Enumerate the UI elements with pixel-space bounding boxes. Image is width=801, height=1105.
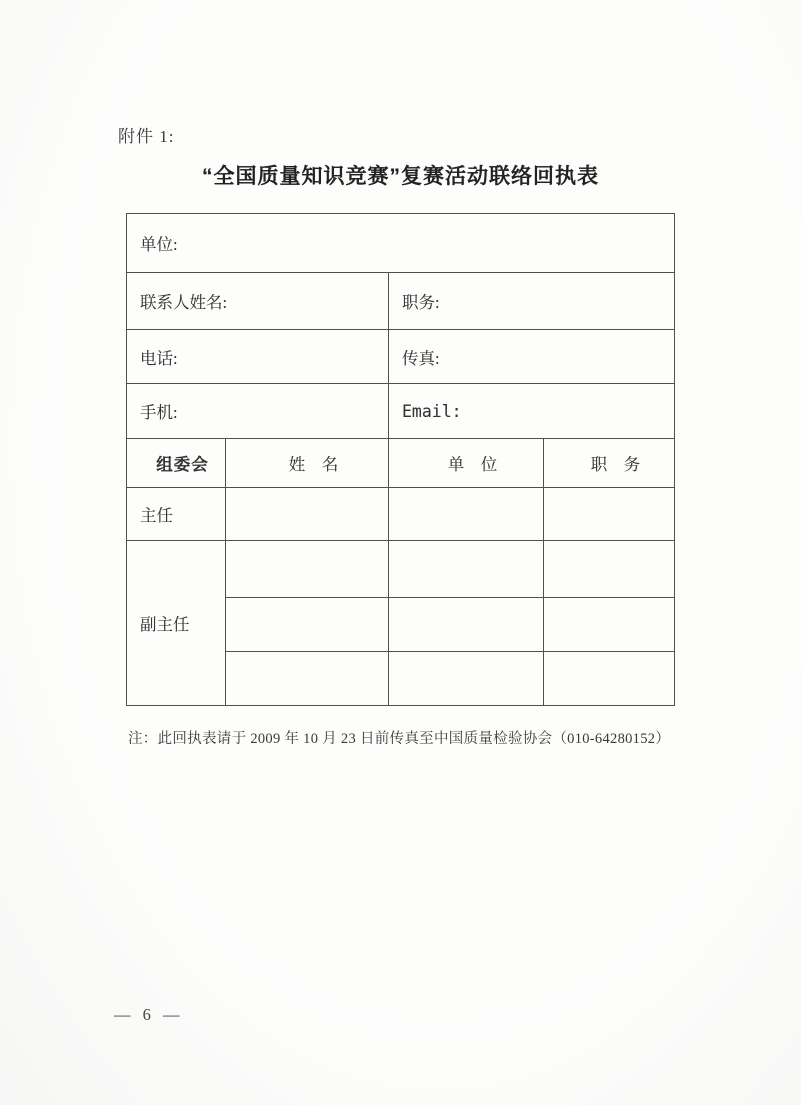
unit-column-header: 单 位	[389, 439, 544, 488]
deputy-unit-cell-1	[389, 541, 544, 598]
footnote: 注：此回执表请于 2009 年 10 月 23 日前传真至中国质量检验协会（010-64280152）	[128, 731, 671, 747]
mobile-field-cell: 手机:	[127, 384, 389, 439]
email-field-cell: Email:	[389, 384, 675, 439]
fax-field-cell: 传真:	[389, 330, 675, 384]
director-name-cell	[226, 488, 389, 541]
contact-name-field-cell: 联系人姓名:	[127, 273, 389, 330]
director-row-label: 主任	[127, 488, 226, 541]
table-row	[127, 330, 675, 384]
phone-field-cell: 电话:	[127, 330, 389, 384]
name-column-header: 姓 名	[226, 439, 389, 488]
deputy-name-cell-3	[226, 652, 389, 706]
director-unit-cell	[389, 488, 544, 541]
page-number: — 6 —	[114, 1005, 184, 1024]
unit-field-cell: 单位:	[127, 214, 675, 273]
page-title: “全国质量知识竞赛”复赛活动联络回执表	[202, 165, 599, 188]
deputy-position-cell-2	[544, 598, 675, 652]
director-position-cell	[544, 488, 675, 541]
position-field-cell: 职务:	[389, 273, 675, 330]
deputy-director-row-label: 副主任	[127, 541, 226, 706]
committee-column-header: 组委会	[127, 439, 226, 488]
table-row	[127, 384, 675, 439]
table-row	[127, 214, 675, 273]
table-row	[127, 488, 675, 541]
deputy-unit-cell-2	[389, 598, 544, 652]
table-row	[127, 273, 675, 330]
reply-form-table	[126, 213, 675, 706]
deputy-position-cell-3	[544, 652, 675, 706]
deputy-name-cell-1	[226, 541, 389, 598]
deputy-unit-cell-3	[389, 652, 544, 706]
deputy-position-cell-1	[544, 541, 675, 598]
deputy-name-cell-2	[226, 598, 389, 652]
table-row	[127, 541, 675, 598]
position-column-header: 职 务	[544, 439, 675, 488]
table-header-row	[127, 439, 675, 488]
attachment-label: 附件 1:	[118, 127, 175, 146]
